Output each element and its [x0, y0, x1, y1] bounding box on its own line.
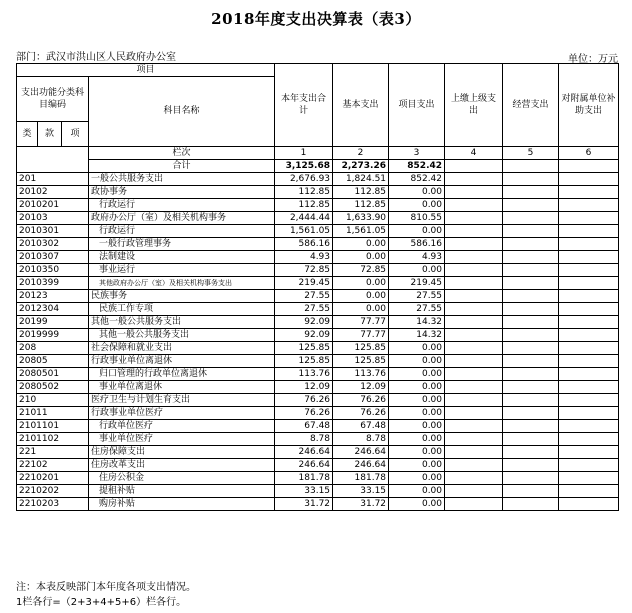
row-code: 2010399 — [17, 277, 89, 290]
header-kuan: 款 — [38, 122, 62, 147]
row-value-6 — [559, 329, 619, 342]
table-row — [17, 225, 619, 238]
table-title: 2018年度支出决算表（表3） — [211, 10, 421, 28]
table-row — [17, 251, 619, 264]
row-value-5 — [503, 368, 559, 381]
expenditure-table — [16, 63, 619, 511]
row-value-2: 0.00 — [333, 290, 389, 303]
row-value-2: 67.48 — [333, 420, 389, 433]
row-value-6 — [559, 381, 619, 394]
row-code: 2010350 — [17, 264, 89, 277]
row-value-1: 27.55 — [275, 303, 333, 316]
row-value-2: 113.76 — [333, 368, 389, 381]
row-value-5 — [503, 264, 559, 277]
row-value-1: 4.93 — [275, 251, 333, 264]
total-value-2: 2,273.26 — [333, 160, 389, 173]
row-value-6 — [559, 277, 619, 290]
row-value-4 — [445, 251, 503, 264]
header-func-code: 支出功能分类科目编码 — [17, 77, 89, 122]
row-value-3: 0.00 — [389, 459, 445, 472]
table-row — [17, 498, 619, 511]
row-value-6 — [559, 407, 619, 420]
row-value-4 — [445, 381, 503, 394]
row-value-1: 1,561.05 — [275, 225, 333, 238]
row-subject-name: 其他一般公共服务支出 — [89, 316, 275, 329]
row-code: 20103 — [17, 212, 89, 225]
row-subject-name: 一般行政管理事务 — [89, 238, 275, 251]
row-value-2: 246.64 — [333, 459, 389, 472]
row-value-6 — [559, 212, 619, 225]
row-value-2: 0.00 — [333, 277, 389, 290]
row-value-3: 0.00 — [389, 420, 445, 433]
table-row — [17, 303, 619, 316]
header-col-basic: 基本支出 — [333, 64, 389, 147]
row-subject-name: 法制建设 — [89, 251, 275, 264]
row-value-2: 31.72 — [333, 498, 389, 511]
row-code: 210 — [17, 394, 89, 407]
row-value-4 — [445, 329, 503, 342]
row-value-2: 1,561.05 — [333, 225, 389, 238]
row-value-1: 27.55 — [275, 290, 333, 303]
row-value-4 — [445, 303, 503, 316]
row-value-4 — [445, 446, 503, 459]
row-value-1: 246.64 — [275, 459, 333, 472]
row-code: 2010307 — [17, 251, 89, 264]
department-label: 部门：武汉市洪山区人民政府办公室 — [16, 52, 176, 63]
row-value-3: 0.00 — [389, 225, 445, 238]
row-value-2: 77.77 — [333, 316, 389, 329]
row-value-4 — [445, 173, 503, 186]
row-value-5 — [503, 394, 559, 407]
row-value-5 — [503, 238, 559, 251]
row-value-4 — [445, 420, 503, 433]
row-value-2: 181.78 — [333, 472, 389, 485]
row-value-4 — [445, 485, 503, 498]
row-value-6 — [559, 290, 619, 303]
header-lei: 类 — [17, 122, 38, 147]
row-value-4 — [445, 368, 503, 381]
row-value-2: 1,633.90 — [333, 212, 389, 225]
row-value-6 — [559, 472, 619, 485]
row-value-4 — [445, 290, 503, 303]
row-subject-name: 行政单位医疗 — [89, 420, 275, 433]
col-num-5: 5 — [503, 147, 559, 160]
row-value-5 — [503, 407, 559, 420]
row-value-6 — [559, 199, 619, 212]
row-value-5 — [503, 225, 559, 238]
header-col-total: 本年支出合计 — [275, 64, 333, 147]
row-value-6 — [559, 394, 619, 407]
row-value-6 — [559, 355, 619, 368]
row-value-4 — [445, 212, 503, 225]
row-value-2: 246.64 — [333, 446, 389, 459]
row-value-2: 0.00 — [333, 303, 389, 316]
row-value-5 — [503, 316, 559, 329]
table-row — [17, 381, 619, 394]
header-col-business: 经营支出 — [503, 64, 559, 147]
row-value-3: 219.45 — [389, 277, 445, 290]
row-subject-name: 事业单位医疗 — [89, 433, 275, 446]
row-subject-name: 政府办公厅（室）及相关机构事务 — [89, 212, 275, 225]
total-value-6 — [559, 160, 619, 173]
row-code: 2101102 — [17, 433, 89, 446]
col-num-6: 6 — [559, 147, 619, 160]
table-row — [17, 433, 619, 446]
row-value-4 — [445, 355, 503, 368]
row-value-2: 77.77 — [333, 329, 389, 342]
row-value-2: 12.09 — [333, 381, 389, 394]
row-subject-name: 事业单位离退休 — [89, 381, 275, 394]
row-value-3: 0.00 — [389, 186, 445, 199]
row-subject-name: 住房改革支出 — [89, 459, 275, 472]
row-value-1: 586.16 — [275, 238, 333, 251]
row-value-2: 1,824.51 — [333, 173, 389, 186]
row-value-4 — [445, 264, 503, 277]
row-subject-name: 医疗卫生与计划生育支出 — [89, 394, 275, 407]
table-row — [17, 368, 619, 381]
row-value-5 — [503, 173, 559, 186]
table-row — [17, 459, 619, 472]
row-subject-name: 一般公共服务支出 — [89, 173, 275, 186]
row-value-2: 0.00 — [333, 238, 389, 251]
row-value-1: 219.45 — [275, 277, 333, 290]
table-row — [17, 472, 619, 485]
row-value-1: 33.15 — [275, 485, 333, 498]
row-value-2: 112.85 — [333, 199, 389, 212]
row-value-3: 586.16 — [389, 238, 445, 251]
row-code: 2210203 — [17, 498, 89, 511]
row-code: 22102 — [17, 459, 89, 472]
row-value-4 — [445, 394, 503, 407]
row-value-5 — [503, 199, 559, 212]
row-value-1: 67.48 — [275, 420, 333, 433]
row-value-3: 0.00 — [389, 446, 445, 459]
row-value-4 — [445, 199, 503, 212]
row-value-2: 112.85 — [333, 186, 389, 199]
lanci-blank — [17, 147, 89, 173]
row-value-5 — [503, 303, 559, 316]
row-value-6 — [559, 264, 619, 277]
lanci-label: 栏次 — [89, 147, 275, 160]
row-value-6 — [559, 316, 619, 329]
row-value-1: 12.09 — [275, 381, 333, 394]
row-value-1: 72.85 — [275, 264, 333, 277]
row-value-3: 0.00 — [389, 264, 445, 277]
total-value-5 — [503, 160, 559, 173]
table-row — [17, 446, 619, 459]
row-value-2: 125.85 — [333, 342, 389, 355]
row-value-4 — [445, 472, 503, 485]
table-row — [17, 290, 619, 303]
row-subject-name: 其他一般公共服务支出 — [89, 329, 275, 342]
header-subject-name: 科目名称 — [89, 77, 275, 147]
row-code: 2080502 — [17, 381, 89, 394]
row-value-3: 0.00 — [389, 381, 445, 394]
row-value-1: 181.78 — [275, 472, 333, 485]
table-row — [17, 355, 619, 368]
row-value-6 — [559, 238, 619, 251]
col-num-1: 1 — [275, 147, 333, 160]
row-value-5 — [503, 251, 559, 264]
row-value-2: 33.15 — [333, 485, 389, 498]
row-value-3: 14.32 — [389, 329, 445, 342]
row-value-6 — [559, 498, 619, 511]
row-value-5 — [503, 459, 559, 472]
col-num-2: 2 — [333, 147, 389, 160]
row-value-1: 113.76 — [275, 368, 333, 381]
row-code: 2080501 — [17, 368, 89, 381]
row-subject-name: 住房公积金 — [89, 472, 275, 485]
row-value-6 — [559, 420, 619, 433]
row-value-6 — [559, 368, 619, 381]
row-value-3: 0.00 — [389, 368, 445, 381]
header-col-upper: 上缴上级支出 — [445, 64, 503, 147]
table-row — [17, 394, 619, 407]
row-value-5 — [503, 277, 559, 290]
row-code: 2010201 — [17, 199, 89, 212]
row-value-4 — [445, 238, 503, 251]
row-value-3: 0.00 — [389, 199, 445, 212]
table-row — [17, 407, 619, 420]
row-value-1: 112.85 — [275, 199, 333, 212]
row-code: 2012304 — [17, 303, 89, 316]
row-value-3: 0.00 — [389, 498, 445, 511]
row-value-3: 14.32 — [389, 316, 445, 329]
row-value-6 — [559, 173, 619, 186]
row-code: 208 — [17, 342, 89, 355]
header-item: 项目 — [17, 64, 275, 77]
row-subject-name: 政协事务 — [89, 186, 275, 199]
row-value-1: 76.26 — [275, 407, 333, 420]
header-col-project: 项目支出 — [389, 64, 445, 147]
total-row — [17, 160, 619, 173]
row-subject-name: 其他政府办公厅（室）及相关机构事务支出 — [89, 277, 275, 290]
col-num-3: 3 — [389, 147, 445, 160]
table-body — [17, 64, 619, 511]
table-row — [17, 316, 619, 329]
row-value-5 — [503, 472, 559, 485]
row-value-1: 92.09 — [275, 316, 333, 329]
table-row — [17, 342, 619, 355]
row-value-4 — [445, 316, 503, 329]
table-row — [17, 212, 619, 225]
row-value-4 — [445, 277, 503, 290]
table-row — [17, 238, 619, 251]
table-row — [17, 329, 619, 342]
row-code: 2101101 — [17, 420, 89, 433]
row-value-2: 76.26 — [333, 407, 389, 420]
row-value-1: 8.78 — [275, 433, 333, 446]
row-value-6 — [559, 342, 619, 355]
row-subject-name: 行政事业单位离退休 — [89, 355, 275, 368]
row-value-3: 810.55 — [389, 212, 445, 225]
row-value-1: 92.09 — [275, 329, 333, 342]
row-value-3: 27.55 — [389, 290, 445, 303]
row-value-4 — [445, 342, 503, 355]
row-value-2: 76.26 — [333, 394, 389, 407]
row-value-5 — [503, 420, 559, 433]
row-value-5 — [503, 212, 559, 225]
row-value-5 — [503, 433, 559, 446]
row-value-5 — [503, 498, 559, 511]
row-value-5 — [503, 290, 559, 303]
row-code: 221 — [17, 446, 89, 459]
row-value-3: 0.00 — [389, 394, 445, 407]
row-value-3: 27.55 — [389, 303, 445, 316]
row-code: 2210202 — [17, 485, 89, 498]
row-code: 21011 — [17, 407, 89, 420]
table-row — [17, 264, 619, 277]
header-xiang: 项 — [62, 122, 89, 147]
row-value-6 — [559, 433, 619, 446]
row-value-2: 125.85 — [333, 355, 389, 368]
row-value-2: 72.85 — [333, 264, 389, 277]
row-code: 2010301 — [17, 225, 89, 238]
row-value-4 — [445, 407, 503, 420]
row-code: 2019999 — [17, 329, 89, 342]
row-subject-name: 事业运行 — [89, 264, 275, 277]
row-subject-name: 归口管理的行政单位离退休 — [89, 368, 275, 381]
header-row-1 — [17, 64, 619, 77]
row-value-1: 246.64 — [275, 446, 333, 459]
row-subject-name: 提租补贴 — [89, 485, 275, 498]
row-subject-name: 行政运行 — [89, 225, 275, 238]
row-value-1: 125.85 — [275, 355, 333, 368]
row-value-3: 0.00 — [389, 472, 445, 485]
row-code: 20102 — [17, 186, 89, 199]
row-value-6 — [559, 446, 619, 459]
row-code: 201 — [17, 173, 89, 186]
row-code: 20123 — [17, 290, 89, 303]
lanci-row — [17, 147, 619, 160]
row-value-5 — [503, 485, 559, 498]
row-value-3: 0.00 — [389, 407, 445, 420]
row-value-6 — [559, 303, 619, 316]
table-row — [17, 199, 619, 212]
table-row — [17, 186, 619, 199]
row-value-1: 31.72 — [275, 498, 333, 511]
row-subject-name: 民族工作专项 — [89, 303, 275, 316]
row-value-3: 0.00 — [389, 485, 445, 498]
footnote-1: 注：本表反映部门本年度各项支出情况。 — [16, 582, 196, 593]
row-value-5 — [503, 186, 559, 199]
row-value-3: 852.42 — [389, 173, 445, 186]
row-code: 2210201 — [17, 472, 89, 485]
row-value-5 — [503, 329, 559, 342]
col-num-4: 4 — [445, 147, 503, 160]
row-value-1: 125.85 — [275, 342, 333, 355]
row-value-5 — [503, 446, 559, 459]
row-value-3: 0.00 — [389, 342, 445, 355]
row-value-6 — [559, 485, 619, 498]
row-subject-name: 行政运行 — [89, 199, 275, 212]
row-value-4 — [445, 459, 503, 472]
row-value-6 — [559, 186, 619, 199]
row-subject-name: 购房补贴 — [89, 498, 275, 511]
header-col-subsidy: 对附属单位补助支出 — [559, 64, 619, 147]
table-row — [17, 173, 619, 186]
row-value-3: 0.00 — [389, 355, 445, 368]
row-value-5 — [503, 381, 559, 394]
row-subject-name: 民族事务 — [89, 290, 275, 303]
row-value-6 — [559, 225, 619, 238]
total-value-3: 852.42 — [389, 160, 445, 173]
row-subject-name: 住房保障支出 — [89, 446, 275, 459]
row-value-4 — [445, 186, 503, 199]
row-value-5 — [503, 355, 559, 368]
row-value-3: 0.00 — [389, 433, 445, 446]
row-value-1: 2,676.93 — [275, 173, 333, 186]
row-value-4 — [445, 498, 503, 511]
table-row — [17, 485, 619, 498]
row-value-5 — [503, 342, 559, 355]
row-subject-name: 社会保障和就业支出 — [89, 342, 275, 355]
row-value-3: 4.93 — [389, 251, 445, 264]
table-row — [17, 420, 619, 433]
row-value-1: 2,444.44 — [275, 212, 333, 225]
row-value-1: 112.85 — [275, 186, 333, 199]
total-value-4 — [445, 160, 503, 173]
row-code: 2010302 — [17, 238, 89, 251]
total-value-1: 3,125.68 — [275, 160, 333, 173]
unit-label: 单位：万元 — [568, 54, 618, 65]
row-value-4 — [445, 225, 503, 238]
table-row — [17, 277, 619, 290]
row-value-6 — [559, 459, 619, 472]
row-code: 20199 — [17, 316, 89, 329]
footnote-2: 1栏各行=（2+3+4+5+6）栏各行。 — [16, 597, 187, 608]
row-code: 20805 — [17, 355, 89, 368]
row-subject-name: 行政事业单位医疗 — [89, 407, 275, 420]
row-value-2: 0.00 — [333, 251, 389, 264]
row-value-6 — [559, 251, 619, 264]
row-value-4 — [445, 433, 503, 446]
row-value-1: 76.26 — [275, 394, 333, 407]
row-value-2: 8.78 — [333, 433, 389, 446]
total-label: 合计 — [89, 160, 275, 173]
